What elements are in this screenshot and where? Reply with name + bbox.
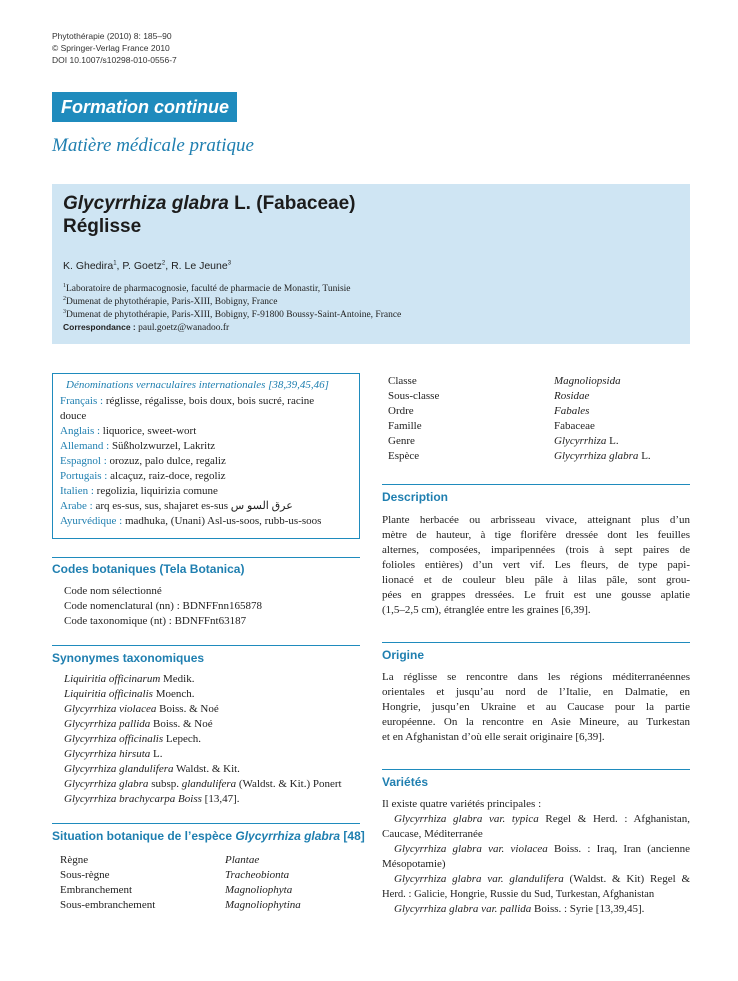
section-rule — [382, 484, 690, 485]
synonym-item: Liquiritia officinarum Medik. — [64, 673, 195, 685]
classification-table — [388, 374, 651, 464]
varietes-list: Il existe quatre variétés principales : Glycyrrhiza glabra var. typica Regel & Herd. : Afghanistan, Caucase, Méditerranée Glycyrrhiza glabra var. violacea Boiss. : Iraq, Iran (ancienne Mésopotamie) Glycyrrhiza glabra var. glandulifera (Waldst. & Kit) Regel & Herd. : Galicie, Hongrie, Russie du Sud, Turkestan, Afghanistan Glycyrrhiza glabra var. pallida Boiss. : Syrie [13,39,45]. — [382, 798, 691, 915]
affiliation: $^3$Dumenat de phytothérapie, Paris-XIII, Bobigny, F-91800 Boussy-Saint-Antoine, France — [63, 309, 402, 321]
variety-item: Glycyrrhiza glabra var. glandulifera (Waldst. & Kit) Regel & — [394, 873, 691, 885]
description-heading: Description — [382, 490, 449, 504]
copyright: © Springer-Verlag France 2010 — [52, 43, 170, 53]
origine-heading: Origine — [382, 648, 425, 662]
variety-item: Glycyrrhiza glabra var. typica Regel & Herd. : Afghanistan, — [394, 813, 690, 825]
vernacular-item: Ayurvédique : madhuka, (Unani) Asl-us-soos, rubb-us-soos — [60, 515, 322, 527]
variety-item-cont: Mésopotamie) — [382, 858, 446, 870]
article-subtitle: Réglisse — [63, 216, 142, 237]
synonym-item: Liquiritia officinalis Moench. — [64, 688, 195, 700]
synonyms-heading: Synonymes taxonomiques — [52, 651, 205, 665]
origine-text: La réglisse se rencontre dans les régions méditerranéennes orientales et jusqu’au nord de l’Italie, en Dalmatie, en Hongrie, jusqu’en Ukraine et au Caucase pour la partie européenne. On la rencontre en Asie Mineure, au Turkestan et en Afghanistan d’où elle serait originaire [6,39]. — [382, 671, 690, 743]
synonyms-list — [64, 672, 364, 807]
section-rule — [52, 645, 360, 646]
arabic-name: عرق السو س — [230, 500, 293, 512]
journal-citation: Phytothérapie (2010) 8: 185–90 — [52, 31, 172, 41]
rank-row: Règne Plantae — [60, 854, 260, 866]
variety-item-cont: Caucase, Méditerranée — [382, 828, 483, 840]
synonym-item: Glycyrrhiza violacea Boiss. & Noé — [64, 703, 219, 715]
synonym-item: Glycyrrhiza pallida Boiss. & Noé — [64, 718, 213, 730]
synonym-item: Glycyrrhiza glandulifera Waldst. & Kit. — [64, 763, 240, 775]
affiliation: $^2$Dumenat de phytothérapie, Paris-XIII, Bobigny, France — [63, 296, 278, 308]
correspondence: Correspondance : paul.goetz@wanadoo.fr — [63, 322, 230, 333]
situation-table — [60, 853, 301, 913]
synonym-item: Glycyrrhiza officinalis Lepech. — [64, 733, 201, 745]
rank-row: Sous-embranchement Magnoliophytina — [60, 899, 301, 911]
authors: K. Ghedira$^1$, P. Goetz$^2$, R. Le Jeune$^3$ — [63, 260, 232, 272]
vernacular-item: Portugais : alcaçuz, raiz-doce, regoliz — [60, 470, 226, 482]
affiliation: $^1$Laboratoire de pharmacognosie, faculté de pharmacie de Monastir, Tunisie — [63, 283, 351, 295]
rank-row: Espèce Glycyrrhiza glabra L. — [388, 450, 651, 462]
variety-item-cont: Herd. : Galicie, Hongrie, Russie du Sud, Turkestan, Afghanistan — [382, 889, 655, 900]
vernacular-item: Anglais : liquorice, sweet-wort — [60, 425, 197, 437]
synonym-item: Glycyrrhiza brachycarpa Boiss [13,47]. — [64, 793, 240, 805]
codes-heading: Codes botaniques (Tela Botanica) — [52, 562, 245, 576]
varietes-heading: Variétés — [382, 775, 429, 789]
article-title: Glycyrrhiza glabra L. (Fabaceae) — [63, 193, 356, 214]
section-rule — [52, 557, 360, 558]
rank-row: Genre Glycyrrhiza L. — [388, 435, 619, 447]
rank-row: Ordre Fabales — [388, 405, 590, 417]
codes-list — [64, 584, 262, 629]
section-rule — [52, 823, 360, 824]
vernacular-item: Espagnol : orozuz, palo dulce, regaliz — [60, 455, 226, 467]
vernacular-title: Dénominations vernaculaires internationales [38,39,45,46] — [66, 379, 329, 391]
rank-row: Classe Magnoliopsida — [388, 375, 621, 387]
rank-row: Famille Fabaceae — [388, 420, 595, 432]
rank-row: Embranchement Magnoliophyta — [60, 884, 293, 896]
variety-item: Glycyrrhiza glabra var. violacea Boiss. : Iraq, Iran (ancienne — [394, 843, 690, 855]
code-line: Code nom sélectionné — [64, 585, 162, 597]
section-rule — [382, 642, 690, 643]
vernacular-item: Allemand : Süßholzwurzel, Lakritz — [60, 440, 216, 452]
vernacular-item: Italien : regolizia, liquirizia comune — [60, 485, 218, 497]
rubric-banner: Formation continue — [52, 92, 237, 122]
situation-heading: Situation botanique de l’espèce Glycyrrhiza glabra [48] — [52, 829, 365, 843]
synonym-item: Glycyrrhiza glabra subsp. glandulifera (Waldst. & Kit.) Ponert — [64, 778, 342, 790]
variety-item: Glycyrrhiza glabra var. pallida Boiss. : Syrie [13,39,45]. — [394, 903, 645, 915]
synonym-item: Glycyrrhiza hirsuta L. — [64, 748, 163, 760]
vernacular-item: douce — [60, 410, 87, 422]
rank-row: Sous-classe Rosidae — [388, 390, 590, 402]
description-text: Plante herbacée ou arbrisseau vivace, atteignant plus d’un mètre de hauteur, à tige florifère dressée dont les feuilles alternes, composées, imparipennées (trois à sept paires de folioles entières) d’un vert vif. Les fleurs, de type papi- lionacé et de couleur bleu pâle à lilas pâle, sont grou- pées en grappes dressées. Le fruit est une gousse aplatie (1,5–2,5 cm), étranglée entre les graines [6,39]. — [382, 514, 690, 616]
doi: DOI 10.1007/s10298-010-0556-7 — [52, 55, 177, 65]
vernacular-item: Arabe : arq es-sus, sus, shajaret es-sus عرق السو س — [60, 500, 293, 512]
email-link[interactable]: paul.goetz@wanadoo.fr — [138, 323, 230, 333]
code-line: Code nomenclatural (nn) : BDNFFnn165878 — [64, 600, 262, 612]
subrubric: Matière médicale pratique — [52, 135, 254, 156]
section-rule — [382, 769, 690, 770]
vernacular-item: Français : réglisse, régalisse, bois doux, bois sucré, racine — [60, 395, 315, 407]
rank-row: Sous-règne Tracheobionta — [60, 869, 290, 881]
journal-info — [52, 30, 177, 66]
code-line: Code taxonomique (nt) : BDNFFnt63187 — [64, 615, 247, 627]
